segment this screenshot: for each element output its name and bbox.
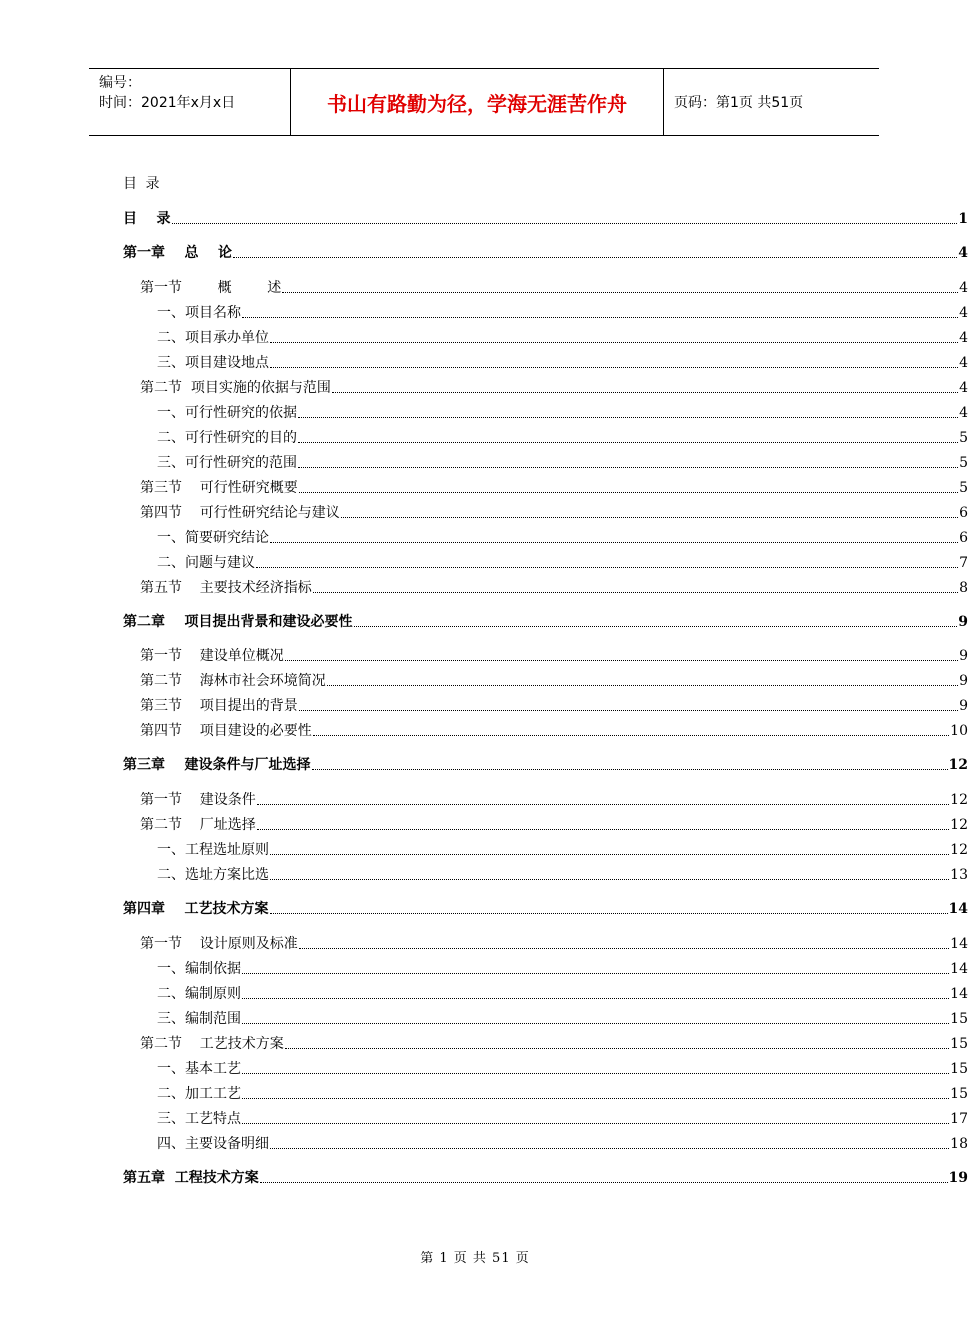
toc-leader-dots [313, 734, 949, 736]
toc-entry-label: 三、项目建设地点 [157, 355, 269, 371]
toc-entry-label: 第二节 项目实施的依据与范围 [140, 380, 331, 396]
toc-leader-dots [256, 566, 958, 568]
toc-entry-page: 15 [950, 1061, 968, 1077]
toc-entry[interactable] [0, 576, 968, 596]
toc-leader-dots [270, 1147, 949, 1149]
toc-leader-dots [298, 441, 958, 443]
toc-entry-page: 14 [950, 986, 968, 1002]
toc-entry-label: 第二章 项目提出背景和建设必要性 [123, 614, 353, 630]
toc-entry-label: 一、编制依据 [157, 961, 241, 977]
toc-leader-dots [233, 256, 957, 258]
toc-leader-dots [298, 416, 958, 418]
toc-entry-page: 12 [950, 817, 968, 833]
doc-number-label: 编号： [99, 75, 141, 91]
toc-entry-page: 15 [950, 1036, 968, 1052]
toc-entry-label: 第三节 可行性研究概要 [140, 480, 298, 496]
toc-leader-dots [312, 768, 948, 770]
toc-entry-label: 第一章 总 论 [123, 245, 232, 261]
toc-entry-label: 三、工艺特点 [157, 1111, 241, 1127]
toc-leader-dots [270, 541, 958, 543]
toc-entry[interactable] [0, 719, 968, 739]
toc-entry-page: 9 [959, 698, 968, 714]
toc-entry-page: 14 [950, 936, 968, 952]
toc-leader-dots [172, 222, 958, 224]
toc-entry-page: 6 [959, 505, 968, 521]
toc-entry[interactable] [0, 326, 968, 346]
toc-leader-dots [270, 366, 958, 368]
toc-entry[interactable] [0, 1057, 968, 1077]
toc-entry-page: 12 [950, 842, 968, 858]
toc-entry[interactable] [0, 501, 968, 521]
toc-entry-label: 第一节 建设单位概况 [140, 648, 284, 664]
toc-entry-page: 14 [950, 961, 968, 977]
toc-entry-page: 4 [959, 380, 968, 396]
toc-entry[interactable] [0, 932, 968, 952]
toc-leader-dots [260, 1181, 948, 1183]
doc-date: 时间：2021年x月x日 [99, 95, 236, 111]
toc-entry-label: 第一节 设计原则及标准 [140, 936, 298, 952]
toc-entry-page: 5 [959, 455, 968, 471]
toc-entry-page: 4 [959, 305, 968, 321]
toc-entry-page: 15 [950, 1011, 968, 1027]
toc-entry-label: 一、工程选址原则 [157, 842, 269, 858]
toc-leader-dots [270, 341, 958, 343]
toc-entry-page: 4 [958, 245, 968, 261]
toc-leader-dots [282, 291, 958, 293]
toc-entry-label: 二、编制原则 [157, 986, 241, 1002]
toc-leader-dots [270, 912, 948, 914]
toc-leader-dots [332, 391, 958, 393]
toc-entry-page: 10 [950, 723, 968, 739]
toc-entry-label: 第四节 项目建设的必要性 [140, 723, 312, 739]
toc-entry[interactable] [0, 1132, 968, 1152]
toc-entry-label: 第一节 建设条件 [140, 792, 256, 808]
toc-entry-label: 四、主要设备明细 [157, 1136, 269, 1152]
toc-entry-label: 一、项目名称 [157, 305, 241, 321]
toc-entry-label: 第三章 建设条件与厂址选择 [123, 757, 311, 773]
toc-entry-label: 一、简要研究结论 [157, 530, 269, 546]
toc-entry[interactable] [0, 551, 968, 571]
toc-entry-label: 第四章 工艺技术方案 [123, 901, 269, 917]
toc-entry-label: 二、项目承办单位 [157, 330, 269, 346]
toc-entry-label: 一、可行性研究的依据 [157, 405, 297, 421]
toc-entry-label: 第一节 概 述 [140, 280, 282, 296]
toc-entry-page: 8 [959, 580, 968, 596]
toc-entry[interactable] [0, 1082, 968, 1102]
toc-entry[interactable] [0, 426, 968, 446]
toc-leader-dots [242, 1072, 949, 1074]
toc-entry[interactable] [0, 863, 968, 883]
toc-entry-label: 第二节 海林市社会环境简况 [140, 673, 326, 689]
toc-entry[interactable] [0, 788, 968, 808]
toc-entry-page: 4 [959, 280, 968, 296]
toc-entry-page: 19 [948, 1170, 968, 1186]
toc-entry-page: 14 [948, 901, 968, 917]
toc-leader-dots [341, 516, 958, 518]
toc-leader-dots [285, 659, 958, 661]
toc-entry-page: 12 [948, 757, 968, 773]
toc-leader-dots [327, 684, 958, 686]
toc-entry-label: 第三节 项目提出的背景 [140, 698, 298, 714]
toc-leader-dots [270, 853, 949, 855]
toc-entry-page: 12 [950, 792, 968, 808]
toc-leader-dots [242, 316, 958, 318]
toc-entry[interactable] [0, 897, 968, 917]
toc-entry[interactable] [0, 838, 968, 858]
toc-leader-dots [242, 972, 949, 974]
toc-entry-label: 目 录 [123, 211, 171, 227]
toc-entry[interactable] [0, 1007, 968, 1027]
toc-entry-page: 1 [958, 211, 968, 227]
toc-entry-page: 15 [950, 1086, 968, 1102]
toc-entry-page: 9 [958, 614, 968, 630]
toc-entry-label: 第二节 工艺技术方案 [140, 1036, 284, 1052]
toc-leader-dots [242, 1122, 949, 1124]
toc-entry[interactable] [0, 526, 968, 546]
toc-entry-page: 18 [950, 1136, 968, 1152]
toc-entry[interactable] [0, 207, 968, 227]
toc-entry-page: 13 [950, 867, 968, 883]
page-footer: 第 1 页 共 51 页 [420, 1251, 530, 1266]
toc-leader-dots [257, 803, 949, 805]
toc-entry[interactable] [0, 376, 968, 396]
toc-entry-page: 5 [959, 430, 968, 446]
toc-entry[interactable] [0, 694, 968, 714]
toc-entry[interactable] [0, 1107, 968, 1127]
toc-entry[interactable] [0, 301, 968, 321]
toc-entry-label: 二、选址方案比选 [157, 867, 269, 883]
toc-entry-page: 9 [959, 673, 968, 689]
toc-leader-dots [298, 466, 958, 468]
toc-leader-dots [270, 878, 949, 880]
toc-entry-label: 三、可行性研究的范围 [157, 455, 297, 471]
toc-entry[interactable] [0, 957, 968, 977]
toc-entry[interactable] [0, 982, 968, 1002]
toc-entry[interactable] [0, 669, 968, 689]
toc-entry[interactable] [0, 476, 968, 496]
toc-entry[interactable] [0, 644, 968, 664]
toc-entry-page: 4 [959, 405, 968, 421]
toc-leader-dots [299, 947, 949, 949]
toc-entry[interactable] [0, 753, 968, 773]
toc-entry[interactable] [0, 1166, 968, 1186]
toc-entry-page: 4 [959, 330, 968, 346]
toc-entry-page: 6 [959, 530, 968, 546]
toc-entry[interactable] [0, 1032, 968, 1052]
toc-leader-dots [242, 1097, 949, 1099]
toc-entry-page: 7 [959, 555, 968, 571]
toc-entry-label: 第五节 主要技术经济指标 [140, 580, 312, 596]
toc-leader-dots [242, 997, 949, 999]
toc-entry[interactable] [0, 610, 968, 630]
toc-entry-page: 9 [959, 648, 968, 664]
header-page-info: 页码：第1页 共51页 [674, 95, 804, 111]
header-meta [89, 69, 291, 135]
toc-entry[interactable] [0, 401, 968, 421]
toc-leader-dots [354, 625, 958, 627]
toc-leader-dots [313, 591, 958, 593]
toc-entry-page: 4 [959, 355, 968, 371]
toc-entry[interactable] [0, 351, 968, 371]
toc-entry-label: 一、基本工艺 [157, 1061, 241, 1077]
header-motto: 书山有路勤为径，学海无涯苦作舟 [291, 69, 664, 135]
toc-entry-label: 二、可行性研究的目的 [157, 430, 297, 446]
toc-entry-label: 第五章 工程技术方案 [123, 1170, 259, 1186]
toc-entry[interactable] [0, 813, 968, 833]
toc-title: 目 录 [123, 176, 162, 192]
toc-entry[interactable] [0, 241, 968, 261]
toc-entry-page: 5 [959, 480, 968, 496]
toc-leader-dots [242, 1022, 949, 1024]
toc-entry-label: 第四节 可行性研究结论与建议 [140, 505, 340, 521]
page-header [89, 68, 879, 136]
toc-leader-dots [299, 709, 958, 711]
toc-leader-dots [299, 491, 958, 493]
toc-entry-label: 第二节 厂址选择 [140, 817, 256, 833]
toc-entry-label: 二、问题与建议 [157, 555, 255, 571]
toc-entry-page: 17 [950, 1111, 968, 1127]
toc-entry-label: 二、加工工艺 [157, 1086, 241, 1102]
toc-leader-dots [257, 828, 949, 830]
toc-entry[interactable] [0, 276, 968, 296]
toc-leader-dots [285, 1047, 949, 1049]
toc-entry[interactable] [0, 451, 968, 471]
toc-entry-label: 三、编制范围 [157, 1011, 241, 1027]
